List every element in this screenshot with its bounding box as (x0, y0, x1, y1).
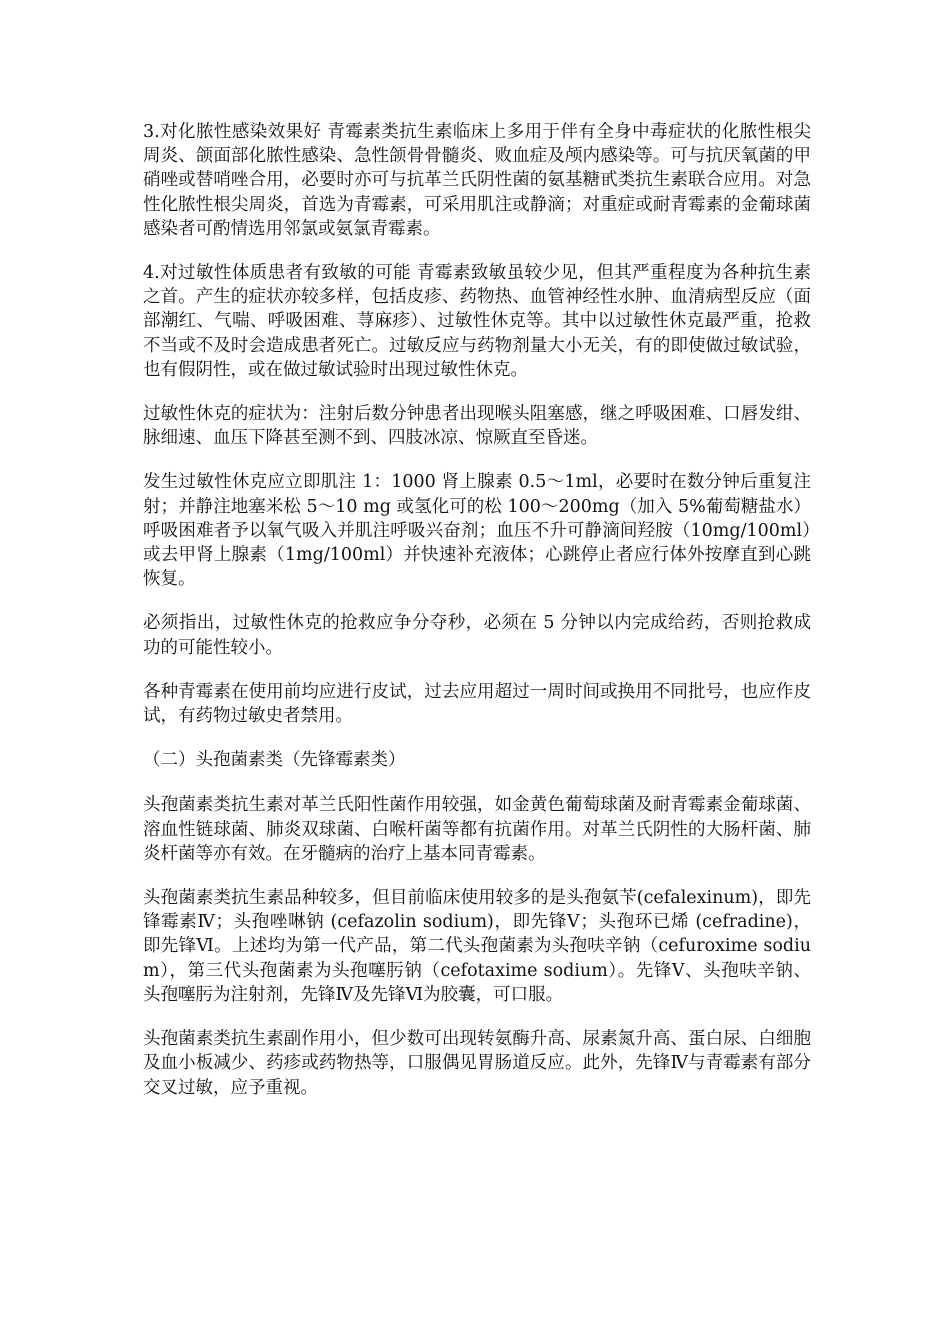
paragraph-shock-symptoms: 过敏性休克的症状为：注射后数分钟患者出现喉头阻塞感，继之呼吸困难、口唇发绀、脉细速、血压下降甚至测不到、四肢冰凉、惊厥直至昏迷。 (143, 404, 811, 449)
paragraph-purulent-infection: 3.对化脓性感染效果好 青霉素类抗生素临床上多用于伴有全身中毒症状的化脓性根尖周炎、颌面部化脓性感染、急性颌骨骨髓炎、败血症及颅内感染等。可与抗厌氧菌的甲硝唑或替哨唑合用，必要时亦可与抗革兰氏阴性菌的氨基糖甙类抗生素联合应用。对急性化脓性根尖周炎，首选为青霉素，可采用肌注或静滴；对重症或耐青霉素的金葡球菌感染者可酌情选用邻氯或氨氯青霉素。 (143, 122, 811, 239)
paragraph-shock-treatment: 发生过敏性休克应立即肌注 1：1000 肾上腺素 0.5～1ml，必要时在数分钟后重复注射；并静注地塞米松 5～10 mg 或氢化可的松 100～200mg（加入 5%葡萄糖盐水）呼吸困难者予以氧气吸入并肌注呼吸兴奋剂；血压不升可静滴间羟胺（10mg/100ml）或去甲肾上腺素（1mg/100ml）并快速补充液体；心跳停止者应行体外按摩直到心跳恢复。 (143, 472, 811, 590)
paragraph-skin-test: 各种青霉素在使用前均应进行皮试，过去应用超过一周时间或换用不同批号，也应作皮试，有药物过敏史者禁用。 (143, 681, 811, 727)
paragraph-cephalosporin-side-effects: 头孢菌素类抗生素副作用小，但少数可出现转氨酶升高、尿素氮升高、蛋白尿、白细胞及血小板减少、药疹或药物热等，口服偶见胃肠道反应。此外，先锋Ⅳ与青霉素有部分交叉过敏，应予重视。 (143, 1029, 811, 1098)
paragraph-allergy-risk: 4.对过敏性体质患者有致敏的可能 青霉素致敏虽较少见，但其严重程度为各种抗生素之首。产生的症状亦较多样，包括皮疹、药物热、血管神经性水肿、血清病型反应（面部潮红、气喘、呼吸困难、荨麻疹）、过敏性休克等。其中以过敏性休克最严重，抢救不当或不及时会造成患者死亡。过敏反应与药物剂量大小无关，有的即使做过敏试验，也有假阴性，或在做过敏试验时出现过敏性休克。 (143, 263, 811, 380)
paragraph-rescue-timing: 必须指出，过敏性休克的抢救应争分夺秒，必须在 5 分钟以内完成给药，否则抢救成功的可能性较小。 (143, 613, 811, 658)
paragraph-cephalosporin-spectrum: 头孢菌素类抗生素对革兰氏阳性菌作用较强，如金黄色葡萄球菌及耐青霉素金葡球菌、溶血性链球菌、肺炎双球菌、白喉杆菌等都有抗菌作用。对革兰氏阴性的大肠杆菌、肺炎杆菌等亦有效。在牙髓病的治疗上基本同青霉素。 (143, 795, 811, 864)
document-body (143, 120, 811, 1120)
paragraph-cephalosporin-varieties: 头孢菌素类抗生素品种较多，但目前临床使用较多的是头孢氨苄(cefalexinum)，即先锋霉素Ⅳ；头孢唑啉钠 (cefazolin sodium)，即先锋Ⅴ；头孢环已烯 (cefradine)，即先锋Ⅵ。上述均为第一代产品，第二代头孢菌素为头孢呋辛钠（cefuroxime sodium），第三代头孢菌素为头孢噻肟钠（cefotaxime sodium）。先锋Ⅴ、头孢呋辛钠、头孢噻肟为注射剂，先锋Ⅳ及先锋Ⅵ为胶囊，可口服。 (143, 888, 811, 1005)
section-heading-cephalosporins: （二）头孢菌素类（先锋霉素类） (143, 750, 406, 771)
